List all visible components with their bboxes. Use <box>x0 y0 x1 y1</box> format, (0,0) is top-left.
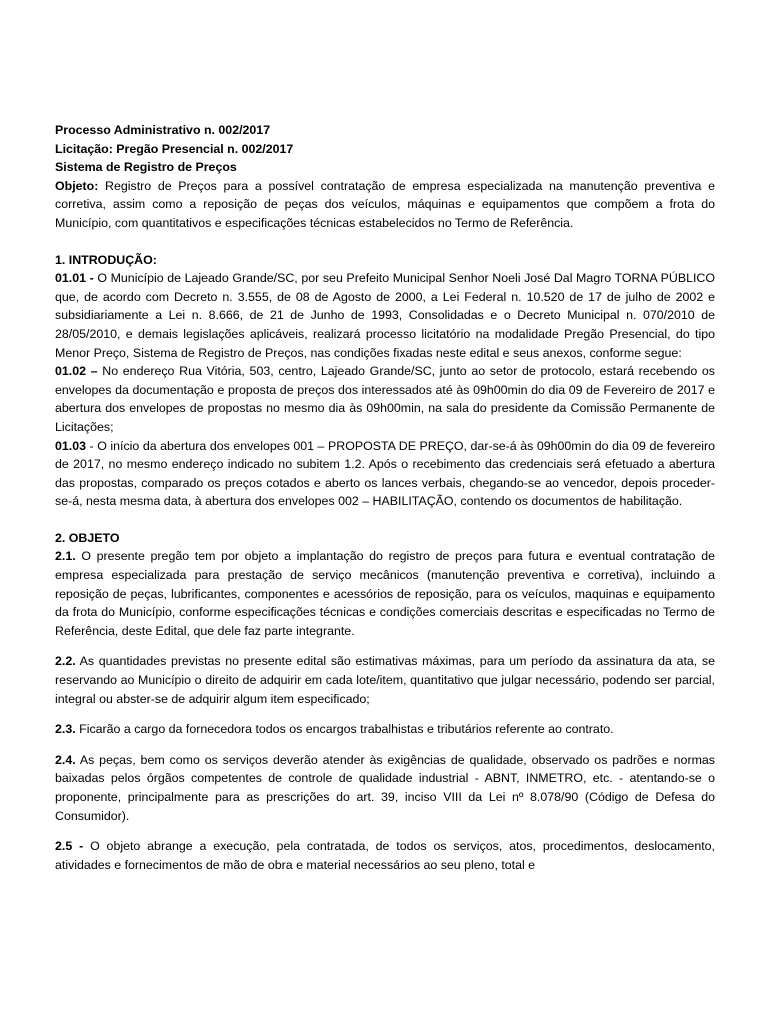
clause-01-03 <box>55 437 715 511</box>
clause-number: 2.3. <box>55 722 76 737</box>
clause-01-02 <box>55 362 715 436</box>
clause-text: Ficarão a cargo da fornecedora todos os encargos trabalhistas e tributários referente ao contrato. <box>79 722 614 737</box>
system-line: Sistema de Registro de Preços <box>55 160 237 175</box>
object-paragraph <box>55 177 715 233</box>
clause-01-01 <box>55 269 715 362</box>
object-label: Objeto: <box>55 178 99 193</box>
clause-number: 01.01 - <box>55 271 94 286</box>
clause-text: As peças, bem como os serviços deverão atender às exigências de qualidade, observado os padrões e normas baixadas pelos órgãos competentes de controle de qualidade industrial - ABNT, INMETRO, etc. - atentando-se o proponente, principalmente para as prescrições do art. 39, inciso VIII da Lei nº 8.078/90 (Código de Defesa do Consumidor). <box>55 752 715 823</box>
clause-2-3 <box>55 720 715 739</box>
clause-2-2 <box>55 652 715 708</box>
clause-number: 2.5 - <box>55 839 84 854</box>
clause-text: As quantidades previstas no presente edital são estimativas máximas, para um período da assinatura da ata, se reservando ao Município o direito de adquirir em cada lote/item, quantitativo que julgar necessário, podendo ser parcial, integral ou abster-se de adquirir algum item especificado; <box>55 654 715 706</box>
clause-text: O objeto abrange a execução, pela contratada, de todos os serviços, atos, procedimentos, deslocamento, atividades e fornecimentos de mão de obra e material necessários ao seu pleno, total e <box>55 839 715 872</box>
clause-2-1 <box>55 547 715 640</box>
clause-text: O presente pregão tem por objeto a implantação do registro de preços para futura e eventual contratação de empresa especializada para prestação de serviço mecânicos (manutenção preventiva e corretiva), incluindo a reposição de peças, lubrificantes, componentes e acessórios de reposição, para os veículos, maquinas e equipamento da frota do Município, conforme especificações técnicas e condições comerciais descritas e especificadas no Termo de Referência, deste Edital, que dele faz parte integrante. <box>55 549 715 638</box>
document-page <box>55 121 715 874</box>
section-title-introduction: 1. INTRODUÇÃO: <box>55 252 157 267</box>
object-text: Registro de Preços para a possível contratação de empresa especializada na manutenção preventiva e corretiva, assim como a reposição de peças dos veículos, máquinas e equipamentos que compõem a frota do Município, com quantitativos e especificações técnicas estabelecidos no Termo de Referência. <box>55 178 715 230</box>
clause-text: O Município de Lajeado Grande/SC, por seu Prefeito Municipal Senhor Noeli José Dal Magro TORNA PÚBLICO que, de acordo com Decreto n. 3.555, de 08 de Agosto de 2000, a Lei Federal n. 10.520 de 17 de julho de 2002 e subsidiariamente a Lei n. 8.666, de 21 de Junho de 1993, Consolidadas e o Decreto Municipal n. 070/2010 de 28/05/2010, e demais legislações aplicáveis, realizará processo licitatório na modalidade Pregão Presencial, do tipo Menor Preço, Sistema de Registro de Preços, nas condições fixadas neste edital e seus anexos, conforme segue: <box>55 271 716 360</box>
clause-2-5 <box>55 837 715 874</box>
clause-number: 2.1. <box>55 549 76 564</box>
bidding-line: Licitação: Pregão Presencial n. 002/2017 <box>55 141 294 156</box>
section-title-object: 2. OBJETO <box>55 530 120 545</box>
clause-number: 2.4. <box>55 752 76 767</box>
clause-text: No endereço Rua Vitória, 503, centro, Lajeado Grande/SC, junto ao setor de protocolo, estará recebendo os envelopes da documentação e proposta de preços dos interessados até às 09h00min do dia 09 de Fevereiro de 2017 e abertura dos envelopes de propostas no mesmo dia às 09h00min, na sala do presidente da Comissão Permanente de Licitações; <box>55 364 715 434</box>
clause-number: 01.02 – <box>55 364 98 379</box>
clause-number: 01.03 <box>55 438 87 453</box>
process-number-line: Processo Administrativo n. 002/2017 <box>55 123 271 137</box>
clause-number: 2.2. <box>55 654 76 669</box>
clause-2-4 <box>55 751 715 825</box>
clause-text: - O início da abertura dos envelopes 001 – PROPOSTA DE PREÇO, dar-se-á às 09h00min do dia 09 de fevereiro de 2017, no mesmo endereço indicado no subitem 1.2. Após o recebimento das credenciais será efetuado a abertura das propostas, comparado os preços cotados e aberto os lances verbais, chegando-se ao vencedor, depois proceder-se-á, nesta mesma data, à abertura dos envelopes 002 – HABILITAÇÃO, contendo os documentos de habilitação. <box>55 438 715 509</box>
